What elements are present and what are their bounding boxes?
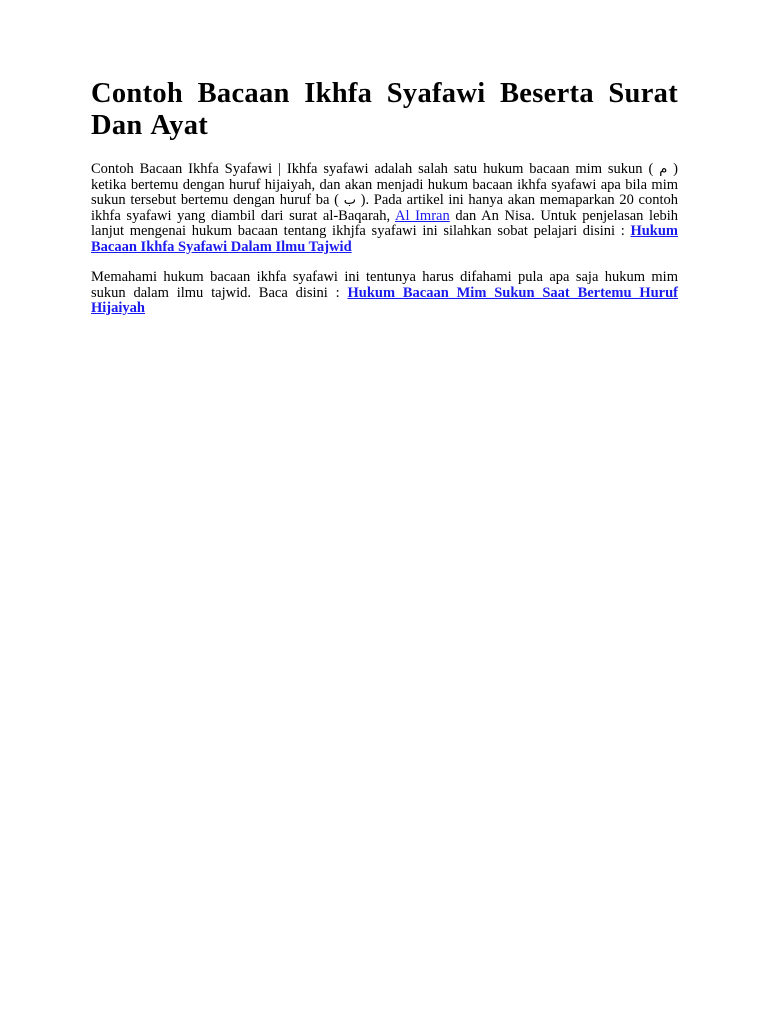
document-title: Contoh Bacaan Ikhfa Syafawi Beserta Surat Dan Ayat: [91, 78, 678, 141]
arabic-ba-letter: ب: [343, 193, 356, 208]
intro-text-d: dan An Nisa. Untuk penjelasan lebih lanjut mengenai hukum bacaan tentang ikhjfa syafawi ini silahkan sobat pelajari disini :: [91, 207, 679, 239]
mim-sukun-article-link[interactable]: Hukum Bacaan Mim Sukun Saat Bertemu Huruf Hijaiyah: [91, 284, 679, 316]
followup-paragraph: [91, 270, 678, 317]
intro-text-c: ). Pada artikel ini hanya akan memaparkan 20 contoh ikhfa syafawi yang diambil dari surat al-Baqarah,: [91, 192, 679, 224]
document-page: [91, 78, 678, 317]
intro-paragraph: [91, 162, 678, 255]
intro-text-b: ) ketika bertemu dengan huruf hijaiyah, dan akan menjadi hukum bacaan ikhfa syafawi apa bila mim sukun tersebut bertemu dengan huruf ba (: [91, 161, 678, 208]
tajwid-article-link[interactable]: Hukum Bacaan Ikhfa Syafawi Dalam Ilmu Tajwid: [91, 223, 679, 255]
intro-text-a: Contoh Bacaan Ikhfa Syafawi | Ikhfa syafawi adalah salah satu hukum bacaan mim sukun (: [91, 161, 654, 177]
followup-text-a: Memahami hukum bacaan ikhfa syafawi ini tentunya harus difahami pula apa saja hukum mim sukun dalam ilmu tajwid. Baca disini :: [91, 269, 678, 301]
arabic-mim-letter: م: [659, 162, 668, 177]
al-imran-link[interactable]: Al Imran: [394, 207, 450, 224]
